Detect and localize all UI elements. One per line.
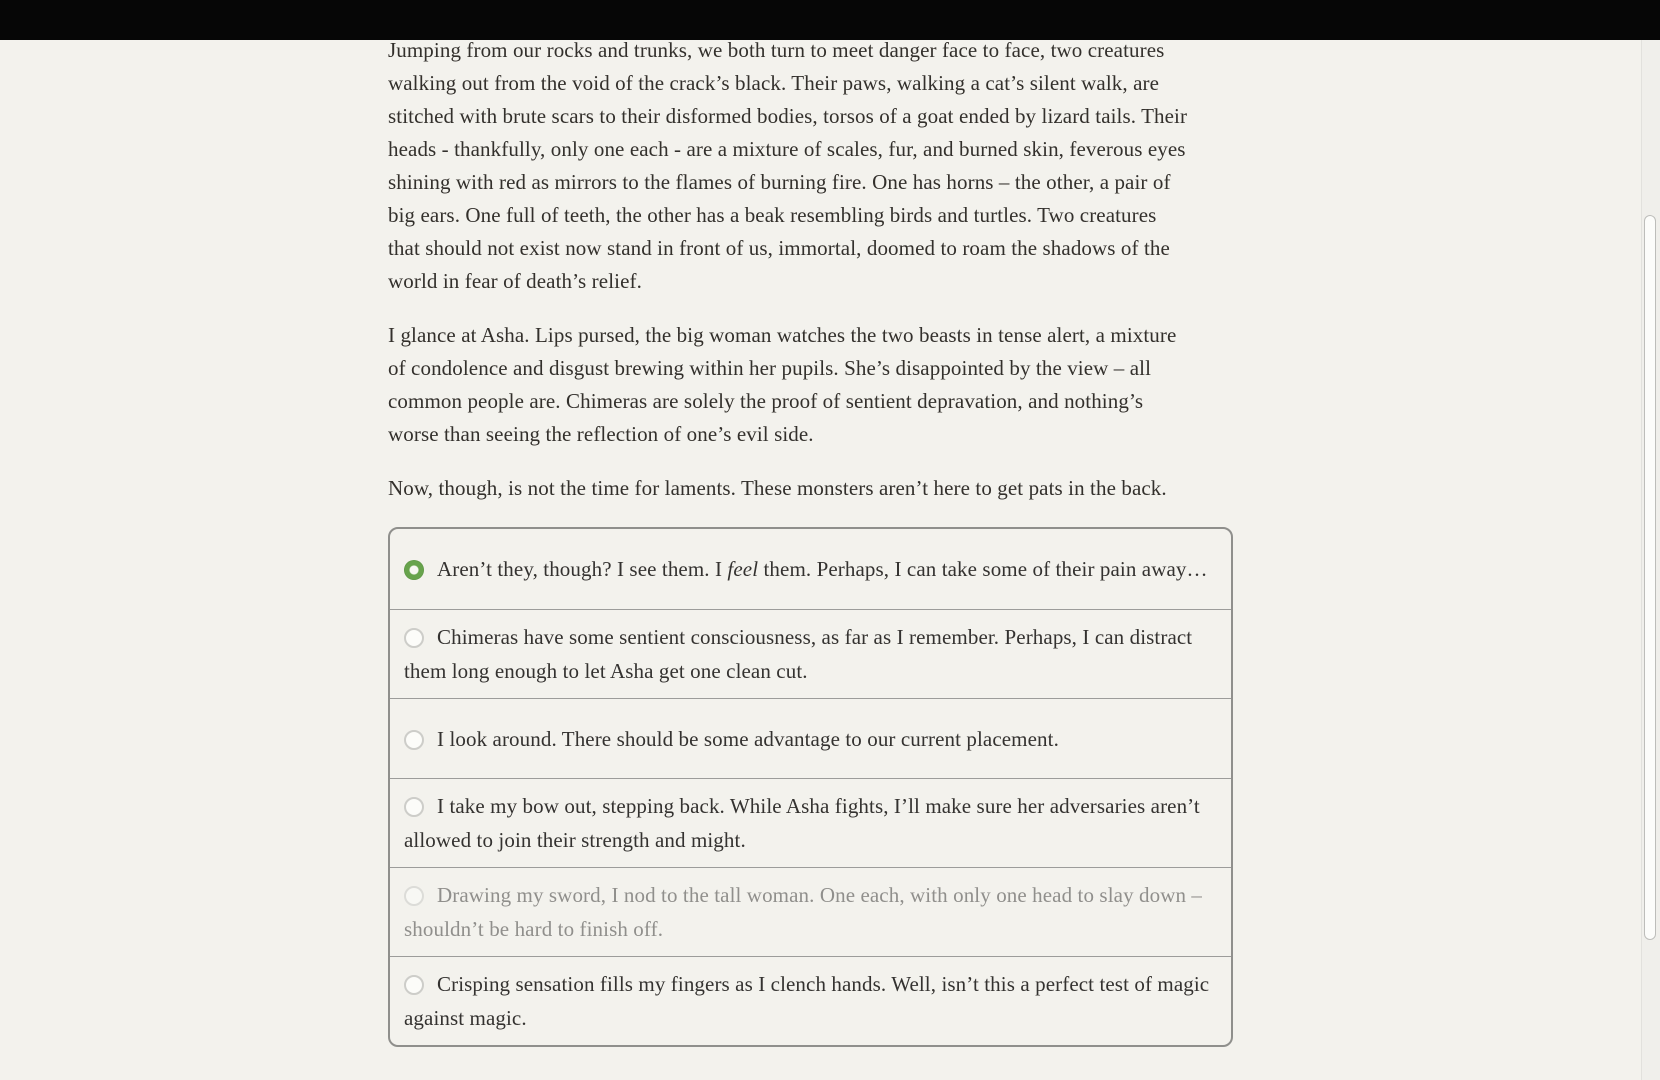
choice-text — [404, 789, 1217, 857]
choice-text-segment: Crisping sensation fills my fingers as I clench hands. Well, isn’t this a perfect test of magic against magic. — [404, 972, 1210, 1030]
choice-option-5-disabled[interactable] — [390, 867, 1231, 956]
radio-selected-icon[interactable] — [404, 560, 424, 580]
choice-option-2[interactable] — [390, 609, 1231, 698]
choice-text-segment: them. Perhaps, I can take some of their pain away… — [758, 557, 1208, 581]
choice-text-segment: I look around. There should be some advantage to our current placement. — [437, 726, 1059, 751]
choice-text-segment: Drawing my sword, I nod to the tall woman. One each, with only one head to slay down – shouldn’t be hard to finish off. — [404, 883, 1203, 941]
radio-icon[interactable] — [404, 730, 424, 750]
choice-text-segment: Chimeras have some sentient consciousness, as far as I remember. Perhaps, I can distract them long enough to let Asha get one clean cut. — [404, 625, 1193, 683]
choice-text-italic: feel — [727, 557, 759, 581]
choice-text-segment: I take my bow out, stepping back. While Asha fights, I’ll make sure her adversaries aren’t allowed to join their strength and might. — [404, 794, 1200, 852]
scrollbar-thumb[interactable] — [1644, 215, 1656, 940]
story-paragraph: Jumping from our rocks and trunks, we both turn to meet danger face to face, two creatures walking out from the void of the crack’s black. Their paws, walking a cat’s silent walk, are stitched with brute scars to their disformed bodies, torsos of a goat ended by lizard tails. Their heads - thankfully, only one each - are a mixture of scales, fur, and burned skin, feverous eyes shining with red as mirrors to the flames of burning fire. One has horns – the other, a pair of big ears. One full of teeth, the other has a beak resembling birds and turtles. Two creatures that should not exist now stand in front of us, immortal, doomed to roam the shadows of the world in fear of death’s relief. — [388, 38, 1188, 293]
story-page — [388, 34, 1240, 1047]
choice-option-1[interactable] — [390, 529, 1231, 609]
choice-text — [404, 620, 1217, 688]
story-paragraph: I glance at Asha. Lips pursed, the big woman watches the two beasts in tense alert, a mixture of condolence and disgust brewing within her pupils. She’s disappointed by the view – all common people are. Chimeras are solely the proof of sentient depravation, and nothing’s worse than seeing the reflection of one’s evil side. — [388, 323, 1177, 446]
choice-text — [404, 722, 1059, 756]
radio-icon[interactable] — [404, 797, 424, 817]
choice-text — [404, 552, 1208, 586]
choice-option-3[interactable] — [390, 698, 1231, 778]
choices-box — [388, 527, 1233, 1047]
choice-option-6[interactable] — [390, 956, 1231, 1045]
choice-option-4[interactable] — [390, 778, 1231, 867]
choice-text-segment: Aren’t they, though? I see them. I — [437, 557, 728, 581]
scrollbar-track[interactable] — [1641, 40, 1660, 1080]
radio-disabled-icon — [404, 886, 424, 906]
radio-icon[interactable] — [404, 975, 424, 995]
choice-text — [404, 967, 1217, 1035]
choice-text — [404, 878, 1217, 946]
radio-icon[interactable] — [404, 628, 424, 648]
story-paragraph: Now, though, is not the time for laments. These monsters aren’t here to get pats in the back. — [388, 476, 1167, 500]
